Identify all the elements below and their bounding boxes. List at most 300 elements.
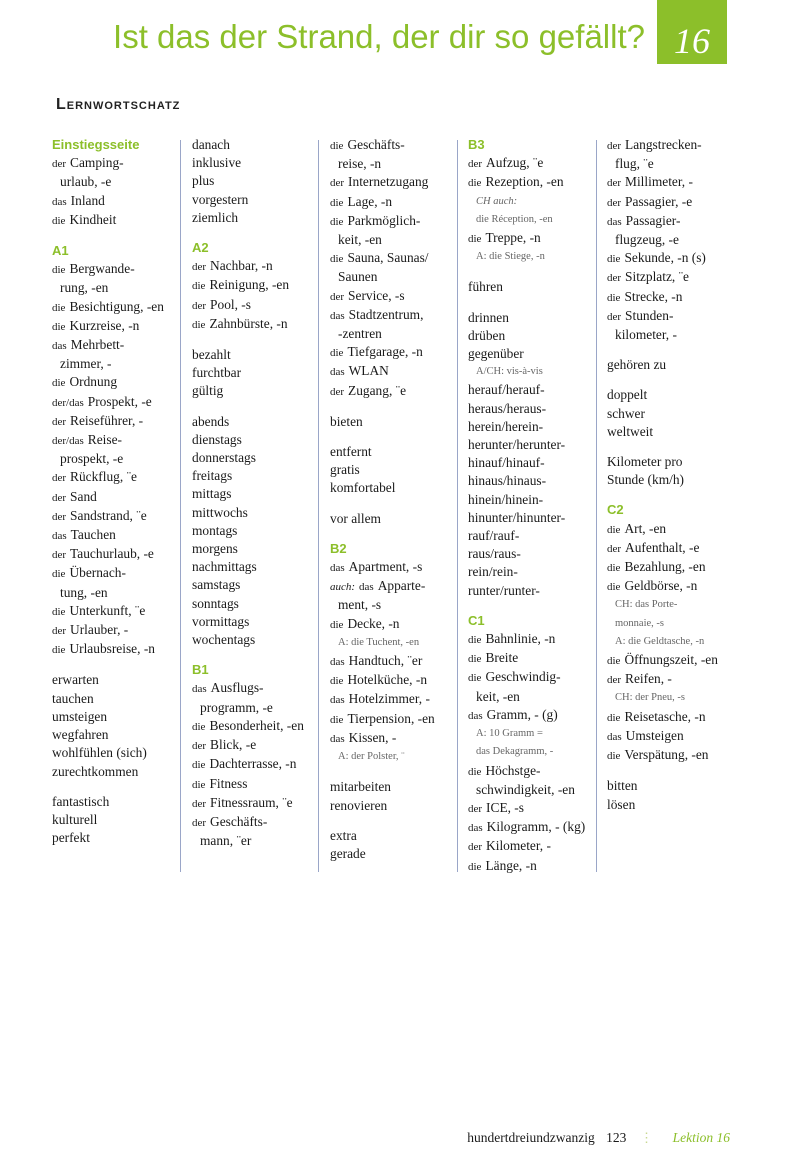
article: der (607, 177, 622, 190)
vocab-entry (52, 640, 180, 659)
word: heraus/heraus- (468, 400, 547, 416)
vocab-entry (468, 649, 593, 668)
article: die (468, 233, 482, 246)
article: die (330, 347, 344, 360)
spacer (192, 227, 317, 239)
article: die (468, 634, 482, 647)
vocab-entry (330, 306, 455, 325)
word: Bahnlinie, -n (485, 631, 556, 647)
article: der (52, 158, 67, 171)
vocab-entry-continuation: tung, -en (60, 584, 108, 600)
regional-variant-note: monnaie, -s (615, 617, 664, 629)
word: Ausflugs- (210, 680, 264, 696)
word: freitags (192, 468, 233, 484)
word: Hotelküche, -n (347, 672, 428, 688)
word: kulturell (52, 811, 98, 827)
vocab-entry (330, 443, 455, 461)
word: doppelt (607, 387, 648, 403)
vocab-entry (330, 671, 455, 690)
vocab-entry (192, 522, 317, 540)
word: Prospekt, -e (87, 393, 152, 409)
vocab-entry (330, 382, 455, 401)
word: perfekt (52, 830, 90, 846)
section-heading: C2 (607, 502, 624, 518)
article: die (468, 860, 482, 873)
article: die (52, 605, 66, 618)
article: die (330, 215, 344, 228)
regional-variant-note: A: die Stiege, -n (476, 251, 545, 263)
vocab-entry (192, 346, 317, 364)
vocab-entry (607, 471, 732, 489)
article: der (192, 816, 207, 829)
article: die (52, 301, 66, 314)
article: die (468, 672, 482, 685)
word: Kurzreise, -n (69, 317, 140, 333)
word: Verspätung, -en (624, 747, 709, 763)
vocab-entry-continuation: programm, -e (200, 699, 273, 715)
word: Ordnung (69, 374, 118, 390)
spacer (330, 431, 455, 443)
article: das (359, 581, 374, 594)
word: Geschäfts- (347, 137, 405, 152)
word: Kilometer, - (486, 838, 551, 854)
word: morgens (192, 541, 238, 557)
vocab-entry (468, 418, 593, 436)
vocab-column-3 (330, 136, 455, 863)
vocab-entry (52, 545, 180, 564)
spacer (192, 334, 317, 346)
article: die (52, 264, 66, 277)
article: die (607, 581, 621, 594)
spacer (330, 815, 455, 827)
word: vormittags (192, 613, 250, 629)
word: Apartment, -s (348, 559, 423, 575)
article: die (607, 655, 621, 668)
vocab-entry (468, 472, 593, 490)
vocab-entry (607, 423, 732, 441)
article: die (468, 653, 482, 666)
word: Kilogramm, - (kg) (486, 819, 586, 835)
vocab-entry (607, 249, 732, 268)
word: Aufzug, ¨e (486, 155, 544, 171)
article: der (330, 290, 345, 303)
article: der (607, 542, 622, 555)
word: mitarbeiten (330, 779, 391, 795)
article: der (192, 261, 207, 274)
article: die (330, 713, 344, 726)
lesson-number-badge: 16 (657, 0, 727, 64)
word: wohlfühlen (sich) (52, 745, 147, 761)
column-divider (457, 140, 458, 872)
regional-variant-note: CH: das Porte- (615, 599, 678, 611)
article: die (192, 759, 206, 772)
spacer (607, 441, 732, 453)
word: Geschwindig- (485, 669, 561, 685)
word: weltweit (607, 423, 654, 439)
vocab-entry (192, 485, 317, 503)
word: Öffnungszeit, -en (624, 652, 718, 668)
article: der (52, 625, 67, 638)
vocab-entry (468, 837, 593, 856)
article: der (468, 802, 483, 815)
vocab-entry (468, 799, 593, 818)
word: herunter/herunter- (468, 437, 566, 453)
word: Handtuch, ¨er (348, 653, 423, 669)
spacer (607, 765, 732, 777)
vocab-entry (607, 746, 732, 765)
word: rein/rein- (468, 564, 518, 580)
word: Kilometer pro (607, 454, 683, 470)
vocab-entry (52, 488, 180, 507)
article: die (52, 320, 66, 333)
word: Blick, -e (210, 737, 257, 753)
word: umsteigen (52, 708, 108, 724)
vocab-entry (52, 726, 180, 744)
word: Tiefgarage, -n (347, 344, 423, 360)
article: die (607, 253, 621, 266)
article: die (52, 377, 66, 390)
vocab-entry (607, 558, 732, 577)
word: plus (192, 173, 215, 189)
vocab-entry (52, 526, 180, 545)
vocab-entry (52, 744, 180, 762)
word: Sauna, Saunas/ (347, 250, 429, 266)
word: Internetzugang (348, 174, 429, 190)
vocab-entry (52, 708, 180, 726)
vocab-entry (468, 454, 593, 472)
word: Stunde (km/h) (607, 472, 684, 488)
article: die (330, 675, 344, 688)
word: führen (468, 279, 503, 295)
word: Mehrbett- (70, 337, 125, 353)
vocab-entry (330, 249, 455, 268)
article: der (192, 740, 207, 753)
article: die (330, 253, 344, 266)
spacer (468, 297, 593, 309)
article: die (192, 778, 206, 791)
word: runter/runter- (468, 582, 540, 598)
column-divider (596, 140, 597, 872)
regional-variant-note: CH: der Pneu, -s (615, 692, 685, 704)
article: die (607, 750, 621, 763)
vocab-entry (330, 615, 455, 634)
word: Sandstrand, ¨e (70, 507, 147, 523)
word: Camping- (70, 155, 124, 171)
word: Kissen, - (348, 729, 397, 745)
vocab-entry-continuation: flug, ¨e (615, 156, 654, 172)
word: Apparte- (377, 578, 426, 594)
word: Bezahlung, -en (624, 559, 706, 575)
word: wegfahren (52, 727, 109, 743)
word: Decke, -n (347, 615, 400, 631)
word: Tauchurlaub, -e (70, 546, 154, 562)
word: Besonderheit, -en (209, 717, 304, 733)
vocab-entry (330, 413, 455, 431)
article: der (607, 310, 622, 323)
article: das (330, 694, 345, 707)
vocab-entry-continuation: flugzeug, -e (615, 232, 679, 248)
article: der (330, 385, 345, 398)
word: Unterkunft, ¨e (69, 602, 146, 618)
vocab-entry-continuation: urlaub, -e (60, 174, 112, 190)
vocab-entry (607, 288, 732, 307)
vocab-entry (468, 630, 593, 649)
vocab-entry (607, 136, 732, 155)
vocab-entry (52, 260, 180, 279)
vocab-entry (607, 307, 732, 326)
vocab-entry-continuation: schwindigkeit, -en (476, 781, 575, 797)
page-number: 123 (606, 1130, 627, 1145)
section-title: Lernwortschatz (56, 96, 181, 113)
vocab-entry (192, 679, 317, 698)
vocab-entry (52, 602, 180, 621)
word: Millimeter, - (625, 174, 693, 190)
article: die (607, 291, 621, 304)
article: die (52, 568, 66, 581)
vocab-entry (607, 356, 732, 374)
word: Reiseführer, - (70, 412, 144, 428)
word: mittags (192, 486, 232, 502)
vocab-entry (52, 671, 180, 689)
article: der (468, 158, 483, 171)
word: renovieren (330, 797, 388, 813)
word: Rückflug, ¨e (70, 469, 137, 485)
word: Umsteigen (625, 727, 684, 743)
article: der (607, 674, 622, 687)
word: Fitnessraum, ¨e (210, 794, 293, 810)
spacer (52, 659, 180, 671)
vocab-entry (607, 268, 732, 287)
spacer (52, 230, 180, 242)
vocab-entry (192, 154, 317, 172)
word: Dachterrasse, -n (209, 756, 297, 772)
regional-variant-note: A: der Polster, ¨ (338, 751, 405, 763)
article: die (52, 644, 66, 657)
word: donnerstags (192, 450, 256, 466)
article: der (52, 491, 67, 504)
vocab-entry (468, 229, 593, 248)
vocab-entry (192, 257, 317, 276)
vocab-entry (607, 212, 732, 231)
spacer (468, 600, 593, 612)
word: Sekunde, -n (s) (624, 250, 706, 266)
spacer (607, 489, 732, 501)
article: der (52, 549, 67, 562)
vocab-entry (468, 668, 593, 687)
vocab-entry (330, 173, 455, 192)
article: das (52, 340, 67, 353)
word: Breite (485, 650, 519, 666)
vocab-entry (330, 577, 455, 596)
vocab-entry (468, 762, 593, 781)
article: der (192, 797, 207, 810)
vocab-entry (607, 708, 732, 727)
article: der (607, 272, 622, 285)
regional-variant-note: A/CH: vis-à-vis (476, 366, 543, 378)
word: vor allem (330, 510, 381, 526)
footer-separator: ⋮ (639, 1130, 654, 1145)
article: die (192, 280, 206, 293)
vocab-entry (468, 327, 593, 345)
word: Gramm, - (g) (486, 706, 558, 722)
word: hinein/hinein- (468, 491, 544, 507)
word: danach (192, 137, 230, 152)
vocab-entry (468, 154, 593, 173)
vocab-entry (192, 209, 317, 227)
word: rauf/rauf- (468, 528, 520, 544)
page-title: Ist das der Strand, der dir so gefällt? (113, 18, 645, 55)
section-heading: A2 (192, 240, 209, 256)
vocab-entry (330, 652, 455, 671)
section-heading: B2 (330, 540, 347, 556)
vocab-entry (192, 736, 317, 755)
vocab-entry (607, 405, 732, 423)
word: lösen (607, 796, 636, 812)
vocab-entry (607, 520, 732, 539)
word: extra (330, 827, 357, 843)
vocab-entry-continuation: keit, -en (476, 688, 520, 704)
vocab-entry (330, 479, 455, 497)
article: der/das (52, 435, 84, 448)
spacer (330, 498, 455, 510)
word: drinnen (468, 309, 509, 325)
vocab-entry (468, 400, 593, 418)
article: das (192, 683, 207, 696)
vocab-entry (192, 191, 317, 209)
word: ICE, -s (486, 799, 524, 815)
spacer (192, 649, 317, 661)
article: das (468, 709, 483, 722)
article: das (330, 366, 345, 379)
word: Aufenthalt, -e (625, 539, 700, 555)
vocab-entry (468, 563, 593, 581)
word: gegenüber (468, 346, 524, 362)
article: die (607, 523, 621, 536)
regional-variant-note: A: die Tuchent, -en (338, 636, 420, 648)
word: abends (192, 413, 230, 429)
word: Pool, -s (210, 296, 251, 312)
vocab-entry-continuation: reise, -n (338, 156, 382, 172)
vocab-entry (52, 336, 180, 355)
article: die (468, 765, 482, 778)
vocab-entry-continuation: mann, ¨er (200, 833, 252, 849)
word: Übernach- (69, 565, 126, 581)
spacer (192, 401, 317, 413)
vocab-entry-continuation: prospekt, -e (60, 451, 124, 467)
vocab-entry (330, 797, 455, 815)
word: Treppe, -n (485, 230, 541, 246)
article: das (330, 309, 345, 322)
word: WLAN (348, 363, 389, 379)
vocab-entry (192, 775, 317, 794)
word: Bergwande- (69, 261, 135, 277)
word: wochentags (192, 632, 256, 648)
article: das (52, 530, 67, 543)
word: Länge, -n (485, 857, 537, 873)
vocab-entry (330, 362, 455, 381)
word: Passagier, -e (625, 193, 693, 209)
vocab-entry (192, 576, 317, 594)
vocab-entry (52, 393, 180, 412)
word: bieten (330, 413, 363, 429)
word: Inland (70, 192, 105, 208)
article: das (330, 562, 345, 575)
article: die (330, 618, 344, 631)
vocab-entry (607, 453, 732, 471)
spacer (607, 374, 732, 386)
vocab-entry (330, 845, 455, 863)
article: das (330, 732, 345, 745)
vocab-entry (607, 386, 732, 404)
article: die (52, 214, 66, 227)
vocab-entry (192, 717, 317, 736)
vocab-entry (468, 582, 593, 600)
vocab-entry (607, 796, 732, 814)
word: Lage, -n (347, 193, 393, 209)
word: dienstags (192, 431, 242, 447)
word: hinunter/hinunter- (468, 509, 566, 525)
section-heading: B1 (192, 662, 209, 678)
vocab-entry (468, 706, 593, 725)
vocab-entry (330, 461, 455, 479)
article: das (468, 822, 483, 835)
spacer (52, 781, 180, 793)
vocab-entry (52, 431, 180, 450)
word: hinaus/hinaus- (468, 473, 547, 489)
vocab-entry-continuation: rung, -en (60, 280, 109, 296)
article: der (52, 415, 67, 428)
vocab-entry (52, 373, 180, 392)
word: tauchen (52, 690, 94, 706)
word: bitten (607, 778, 638, 794)
vocab-entry (330, 827, 455, 845)
vocab-entry (468, 381, 593, 399)
vocab-entry-continuation: Saunen (338, 269, 378, 285)
vocab-entry (607, 651, 732, 670)
vocab-entry (468, 545, 593, 563)
word: gerade (330, 845, 366, 861)
article: die (468, 177, 482, 190)
word: Parkmöglich- (347, 212, 421, 228)
vocab-entry-continuation: keit, -en (338, 232, 382, 248)
word: Reisetasche, -n (624, 708, 706, 724)
word: montags (192, 522, 238, 538)
word: Service, -s (348, 287, 405, 303)
vocab-entry (330, 710, 455, 729)
word: herauf/herauf- (468, 382, 545, 398)
article: die (330, 140, 344, 152)
vocab-entry (468, 509, 593, 527)
article: das (330, 656, 345, 669)
page-number-word: hundertdreiundzwanzig (467, 1130, 595, 1145)
article: das (607, 730, 622, 743)
vocab-entry (52, 829, 180, 847)
column-divider (180, 140, 181, 872)
article: die (192, 720, 206, 733)
word: Fitness (209, 775, 248, 791)
word: erwarten (52, 672, 99, 688)
article: der (52, 472, 67, 485)
vocab-entry (52, 192, 180, 211)
word: herein/herein- (468, 418, 544, 434)
word: Nachbar, -n (210, 258, 273, 274)
vocab-entry (607, 193, 732, 212)
vocab-entry-continuation: -zentren (338, 326, 382, 342)
regional-variant-note: CH auch: (476, 195, 518, 207)
word: Tierpension, -en (347, 710, 435, 726)
article: der (607, 196, 622, 209)
section-heading: Einstiegsseite (52, 137, 140, 152)
